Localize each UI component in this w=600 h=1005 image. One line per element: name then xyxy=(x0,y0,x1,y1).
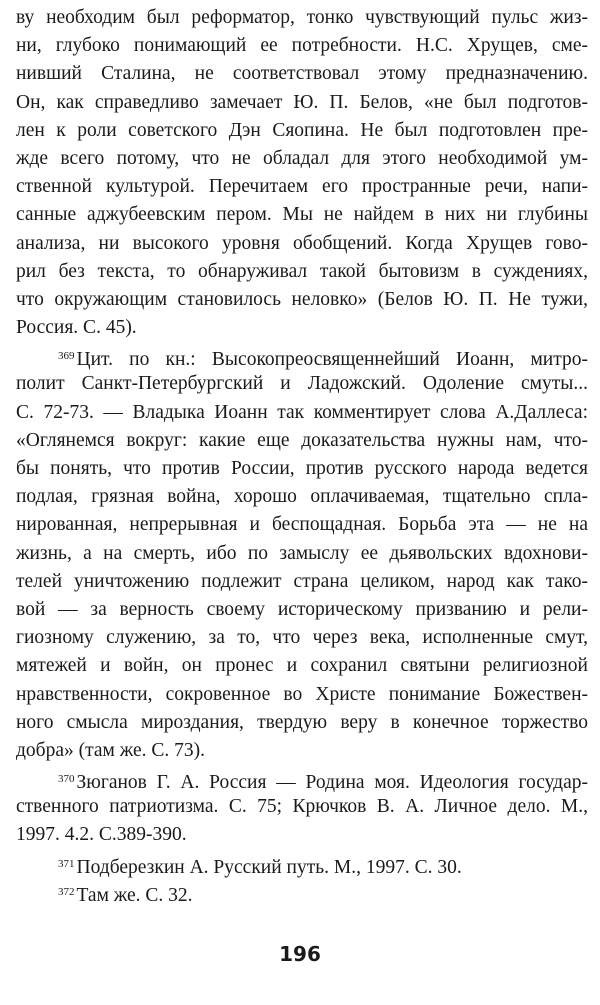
line-text: жизнь, а на смерть, ибо по замыслу ее дьявольских вдохнови- xyxy=(16,542,588,564)
text-line xyxy=(16,201,588,229)
text-line xyxy=(16,821,588,849)
text-line xyxy=(16,652,588,680)
line-text: жде всего потому, что не обладал для этого необходимой ум- xyxy=(16,147,588,169)
text-line xyxy=(16,483,588,511)
text-line xyxy=(16,342,588,370)
footnote xyxy=(16,765,588,850)
line-text: мятежей и войн, он пронес и сохранил святыни религиозной xyxy=(16,655,588,677)
footnote-number: 369 xyxy=(58,350,75,363)
line-text: нированная, непрерывная и беспощадная. Борьба эта — не на xyxy=(16,514,588,536)
footnote xyxy=(16,342,588,765)
line-text: что окружающим становилось неловко» (Белов Ю. П. Не тужи, xyxy=(16,288,588,310)
text-line xyxy=(16,370,588,398)
line-text: лен к роли советского Дэн Сяопина. Не был подготовлен пре- xyxy=(16,119,588,141)
text-line xyxy=(16,540,588,568)
footnote-number: 370 xyxy=(58,773,75,786)
line-text: ственного патриотизма. С. 75; Крючков В. А. Личное дело. М., xyxy=(16,796,588,818)
text-line xyxy=(16,793,588,821)
text-line xyxy=(16,286,588,314)
text-line xyxy=(16,258,588,286)
line-text: нивший Сталина, не соответствовал этому предназначению. xyxy=(16,63,588,85)
footnote-number: 372 xyxy=(58,885,75,898)
text-line xyxy=(16,4,588,32)
page-text xyxy=(16,4,588,906)
text-line xyxy=(16,878,588,906)
text-line xyxy=(16,765,588,793)
text-line xyxy=(16,32,588,60)
text-line xyxy=(16,681,588,709)
line-text: Зюганов Г. А. Россия — Родина моя. Идеология государ- xyxy=(76,772,588,794)
line-text: Он, как справедливо замечает Ю. П. Белов, «не был подготов- xyxy=(16,91,588,113)
line-text: санные аджубеевским пером. Мы не найдем в них ни глубины xyxy=(16,204,588,226)
line-text: телей уничтожению подлежит страна целиком, народ как тако- xyxy=(16,570,588,592)
line-text: добра» (там же. С. 73). xyxy=(16,739,205,761)
line-text: подлая, грязная война, хорошо оплачиваемая, тщательно спла- xyxy=(16,486,588,508)
line-text: Там же. С. 32. xyxy=(76,884,193,906)
line-text: рил без текста, то обнаруживал такой бытовизм в суждениях, xyxy=(16,260,588,282)
footnote xyxy=(16,850,588,878)
line-text: анализа, ни высокого уровня обобщений. Когда Хрущев гово- xyxy=(16,232,588,254)
line-text: вой — за верность своему историческому призванию и рели- xyxy=(16,598,588,620)
line-text: С. 72-73. — Владыка Иоанн так комментирует слова А.Даллеса: xyxy=(16,401,588,423)
text-line xyxy=(16,145,588,173)
line-text: 1997. 4.2. С.389-390. xyxy=(16,824,187,846)
text-line xyxy=(16,89,588,117)
line-text: полит Санкт-Петербургский и Ладожский. Одоление смуты... xyxy=(16,373,588,395)
text-line xyxy=(16,399,588,427)
text-line xyxy=(16,60,588,88)
text-line xyxy=(16,173,588,201)
text-line xyxy=(16,455,588,483)
line-text: бы понять, что против России, против русского народа ведется xyxy=(16,458,588,479)
text-line xyxy=(16,737,588,765)
text-line xyxy=(16,230,588,258)
line-text: Подберезкин А. Русский путь. М., 1997. С. 30. xyxy=(76,856,462,878)
text-line xyxy=(16,850,588,878)
text-line xyxy=(16,427,588,455)
text-line xyxy=(16,568,588,596)
line-text: ни, глубоко понимающий ее потребности. Н.С. Хрущев, сме- xyxy=(16,35,588,57)
line-text: нравственности, сокровенное во Христе понимание Божествен- xyxy=(16,683,588,705)
text-line xyxy=(16,624,588,652)
footnote-number: 371 xyxy=(58,857,75,870)
body-paragraph xyxy=(16,4,588,342)
text-line xyxy=(16,511,588,539)
text-line xyxy=(16,596,588,624)
text-line xyxy=(16,117,588,145)
line-text: ственной культурой. Перечитаем его пространные речи, напи- xyxy=(16,176,588,198)
line-text: ву необходим был реформатор, тонко чувствующий пульс жиз- xyxy=(16,7,588,28)
line-text: Россия. С. 45). xyxy=(16,317,137,339)
line-text: ного смысла мироздания, твердую веру в конечное торжество xyxy=(16,711,588,733)
line-text: «Оглянемся вокруг: какие еще доказательства нужны нам, что- xyxy=(16,429,588,451)
text-line xyxy=(16,709,588,737)
line-text: Цит. по кн.: Высокопреосвященнейший Иоанн, митро- xyxy=(76,349,588,371)
page-number: 196 xyxy=(279,942,321,966)
footnote xyxy=(16,878,588,906)
line-text: гиозному служению, за то, что через века, исполненные смут, xyxy=(16,627,588,649)
text-line xyxy=(16,314,588,342)
